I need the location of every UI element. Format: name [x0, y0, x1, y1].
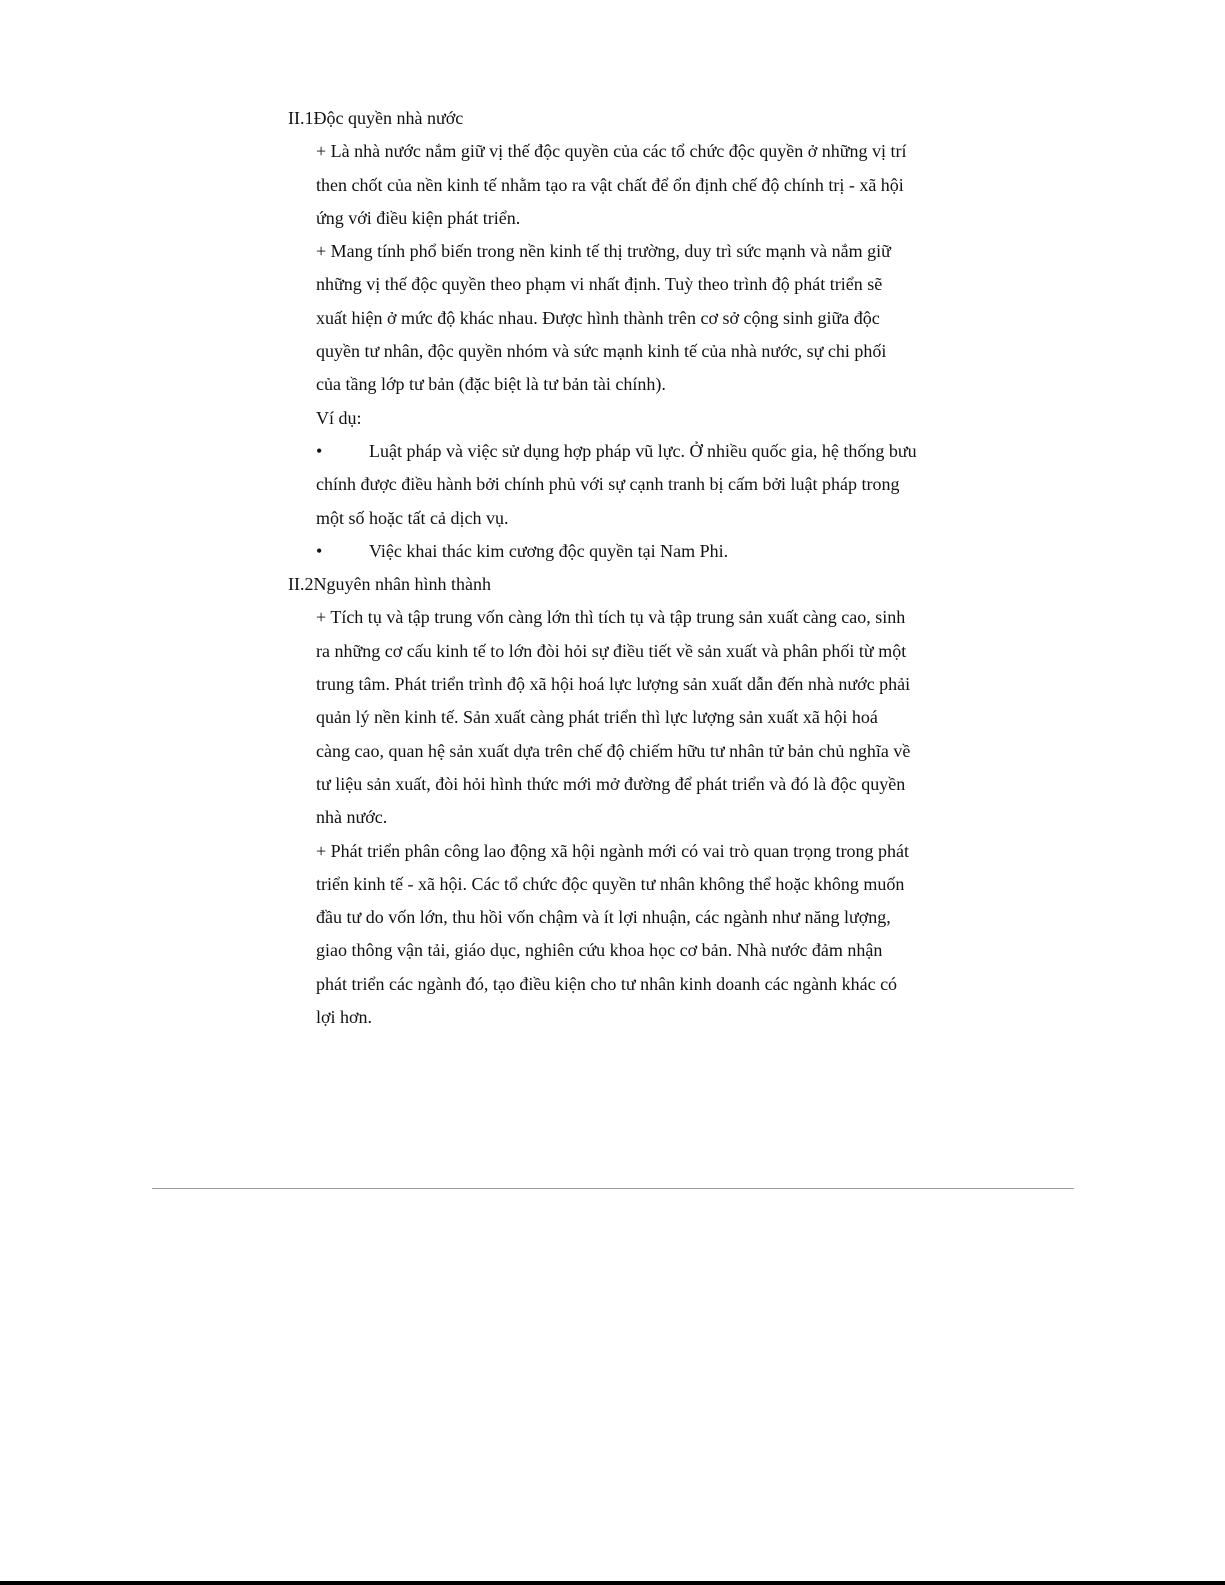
section-heading-ii-2 [288, 568, 968, 601]
section-title: Độc quyền nhà nước [313, 108, 464, 128]
bullet-icon: • [316, 540, 323, 561]
text-line: trung tâm. Phát triển trình độ xã hội hoá lực lượng sản xuất dẫn đến nhà nước phải [316, 674, 911, 695]
section-heading-ii-1 [288, 102, 968, 135]
page-divider [152, 1188, 1074, 1189]
text-line: xuất hiện ở mức độ khác nhau. Được hình thành trên cơ sở cộng sinh giữa độc [316, 307, 880, 328]
text-line: + Phát triển phân công lao động xã hội ngành mới có vai trò quan trọng trong phát [316, 840, 910, 861]
text-line: phát triển các ngành đó, tạo điều kiện cho tư nhân kinh doanh các ngành khác có [316, 973, 898, 994]
text-line: + Là nhà nước nắm giữ vị thế độc quyền của các tổ chức độc quyền ở những vị trí [316, 141, 907, 162]
text-line: của tầng lớp tư bản (đặc biệt là tư bản tài chính). [316, 374, 666, 395]
text-line: nhà nước. [316, 807, 388, 828]
text-line: tư liệu sản xuất, đòi hỏi hình thức mới mở đường để phát triển và đó là độc quyền [316, 773, 906, 794]
section-title: Nguyên nhân hình thành [313, 574, 491, 595]
text-line: then chốt của nền kinh tế nhằm tạo ra vật chất để ổn định chế độ chính trị - xã hội [316, 174, 904, 195]
text-line: một số hoặc tất cả dịch vụ. [316, 507, 509, 528]
document-body [288, 102, 968, 1034]
text-line: + Mang tính phổ biến trong nền kinh tế thị trường, duy trì sức mạnh và nắm giữ [316, 241, 891, 262]
text-line: quản lý nền kinh tế. Sản xuất càng phát triển thì lực lượng sản xuất xã hội hoá [316, 707, 878, 728]
text-line: càng cao, quan hệ sản xuất dựa trên chế độ chiếm hữu tư nhân tử bản chủ nghĩa về [316, 740, 911, 761]
text-line: ứng với điều kiện phát triển. [316, 207, 521, 228]
text-line: ra những cơ cấu kinh tế to lớn đòi hỏi sự điều tiết về sản xuất và phân phối từ một [316, 640, 907, 661]
example-label: Ví dụ: [316, 407, 362, 428]
text-line: lợi hơn. [316, 1007, 373, 1028]
section-number: II.1 [288, 108, 314, 128]
text-line: quyền tư nhân, độc quyền nhóm và sức mạnh kinh tế của nhà nước, sự chi phối [316, 341, 887, 362]
text-line: giao thông vận tải, giáo dục, nghiên cứu khoa học cơ bản. Nhà nước đảm nhận [316, 940, 883, 961]
bullet-item [316, 535, 968, 568]
text-line: đầu tư do vốn lớn, thu hồi vốn chậm và ít lợi nhuận, các ngành như năng lượng, [316, 907, 891, 928]
text-line: triển kinh tế - xã hội. Các tổ chức độc quyền tư nhân không thể hoặc không muốn [316, 873, 905, 894]
bullet-icon: • [316, 440, 323, 461]
bullet-text: Luật pháp và việc sử dụng hợp pháp vũ lực. Ở nhiều quốc gia, hệ thống bưu [369, 440, 917, 461]
text-line: những vị thế độc quyền theo phạm vi nhất định. Tuỳ theo trình độ phát triển sẽ [316, 274, 883, 295]
text-line: + Tích tụ và tập trung vốn càng lớn thì tích tụ và tập trung sản xuất càng cao, sinh [316, 607, 906, 628]
section-number: II.2 [288, 574, 314, 595]
page-bottom-edge [0, 1581, 1225, 1585]
bullet-item [316, 435, 968, 468]
text-line: chính được điều hành bởi chính phủ với sự cạnh tranh bị cấm bởi luật pháp trong [316, 474, 900, 495]
bullet-text: Việc khai thác kim cương độc quyền tại Nam Phi. [369, 540, 729, 561]
